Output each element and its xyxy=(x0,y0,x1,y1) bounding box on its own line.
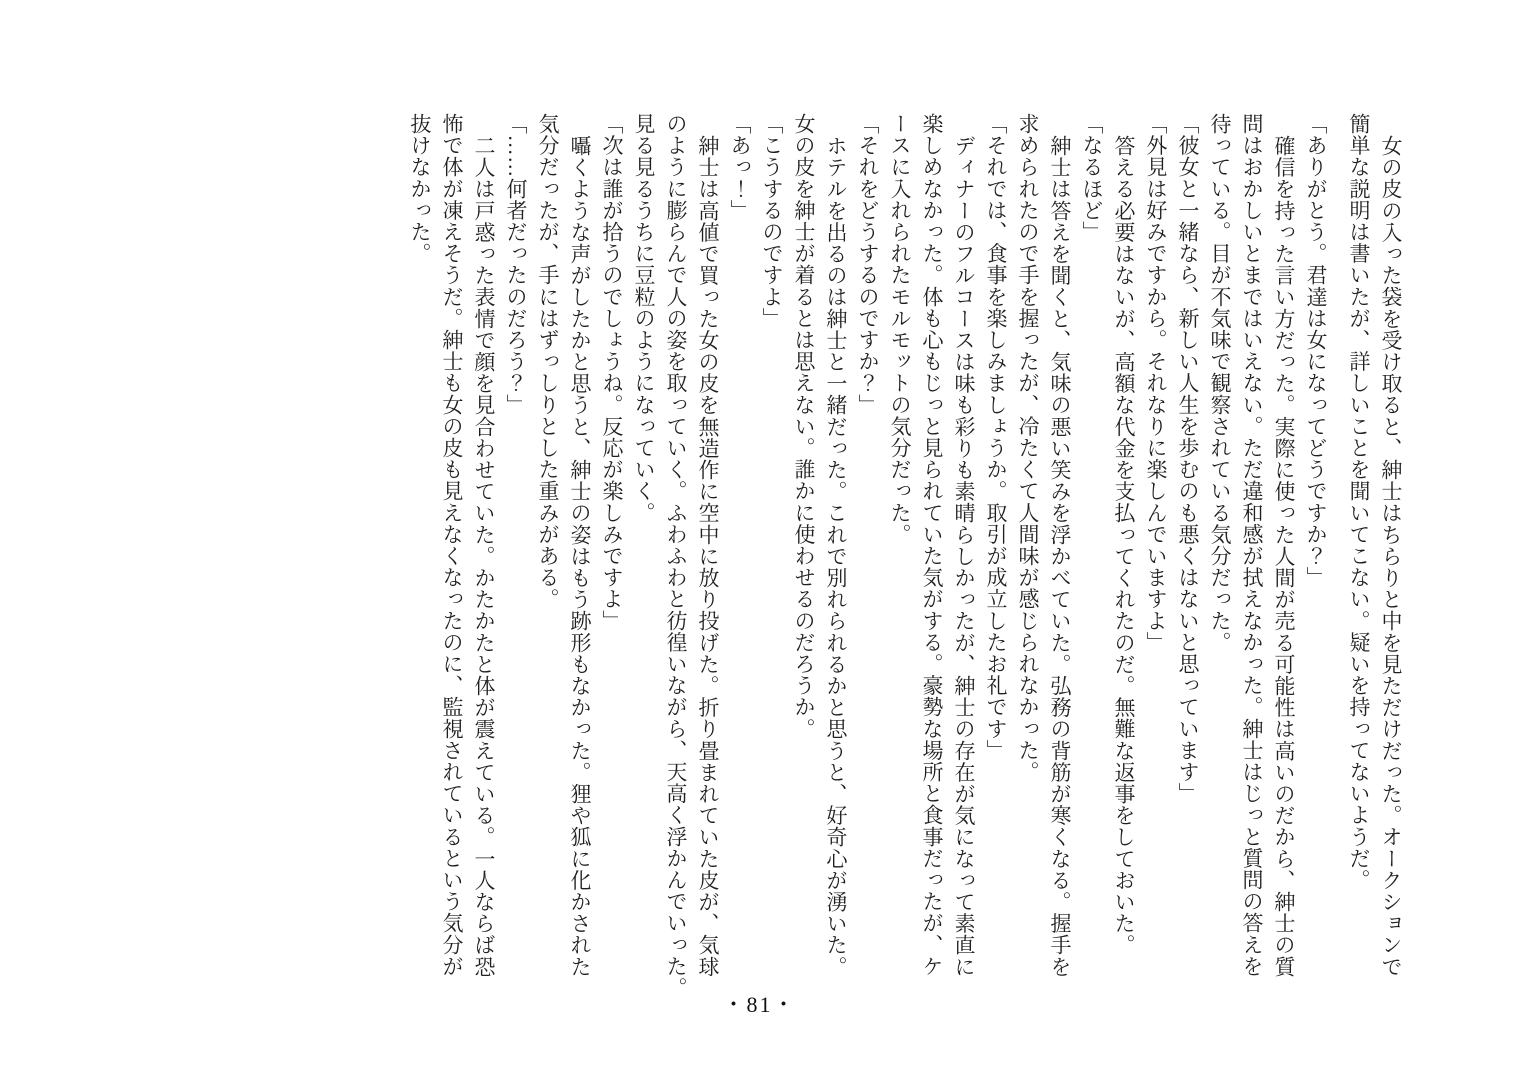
text-column: 「彼女と一緒なら、新しい人生を歩むのも悪くはないと思っています」 xyxy=(1176,113,1200,805)
text-column: 紳士は答えを聞くと、気味の悪い笑みを浮かべていた。弘務の背筋が寒くなる。握手を xyxy=(1048,134,1072,977)
text-column: 女の皮を紳士が着るとは思えない。誰かに使わせるのだろうか。 xyxy=(792,113,816,740)
page-number: ・81・ xyxy=(722,992,797,1017)
text-column: 「ありがとう。君達は女になってどうですか？」 xyxy=(1304,113,1328,589)
text-column: ホテルを出るのは紳士と一緒だった。これで別れられるかと思うと、好奇心が湧いた。 xyxy=(824,134,848,977)
text-columns xyxy=(404,113,1407,999)
text-column: 待っている。目が不気味で観察されている気分だった。 xyxy=(1208,113,1232,653)
text-column: ディナーのフルコースは味も彩りも素晴らしかったが、紳士の存在が気になって素直に xyxy=(952,134,976,977)
text-column: 「あっ！」 xyxy=(728,113,752,221)
text-column: 見る見るうちに豆粒のようになっていく。 xyxy=(632,113,656,524)
text-column: 「次は誰が拾うのでしょうね。反応が楽しみですよ」 xyxy=(600,113,624,632)
text-column: 簡単な説明は書いたが、詳しいことを聞いてこない。疑いを持ってないようだ。 xyxy=(1347,113,1371,891)
text-column: 「……何者だったのだろう？」 xyxy=(504,113,528,416)
text-column: 求められたので手を握ったが、冷たくて人間味が感じられなかった。 xyxy=(1016,113,1040,783)
text-column: 「それをどうするのですか？」 xyxy=(856,113,880,416)
text-column: 問はおかしいとまではいえない。ただ違和感が拭えなかった。紳士はじっと質問の答えを xyxy=(1240,113,1264,977)
text-column: 怖で体が凍えそうだ。紳士も女の皮も見えなくなったのに、監視されているという気分が xyxy=(440,113,464,977)
text-column: 「外見は好みですから。それなりに楽しんでいますよ」 xyxy=(1144,113,1168,653)
text-column: 「こうするのですよ」 xyxy=(760,113,784,329)
text-column: 囁くような声がしたかと思うと、紳士の姿はもう跡形もなかった。狸や狐に化かされた xyxy=(568,134,592,977)
text-column: 「なるほど」 xyxy=(1080,113,1104,243)
text-column: 確信を持った言い方だった。実際に使った人間が売る可能性は高いのだから、紳士の質 xyxy=(1272,134,1296,977)
text-column: 二人は戸惑った表情で顔を見合わせていた。かたかたと体が震えている。一人ならば恐 xyxy=(472,134,496,977)
text-column: 楽しめなかった。体も心もじっと見られていた気がする。豪勢な場所と食事だったが、ケ xyxy=(920,113,944,977)
text-column: 気分だったが、手にはずっしりとした重みがある。 xyxy=(536,113,560,610)
text-column: 答える必要はないが、高額な代金を支払ってくれたのだ。無難な返事をしておいた。 xyxy=(1112,134,1136,956)
text-column: 「それでは、食事を楽しみましょうか。取引が成立したお礼です」 xyxy=(984,113,1008,761)
text-column: のように膨らんで人の姿を取っていく。ふわふわと彷徨いながら、天高く浮かんでいった。 xyxy=(664,113,688,999)
text-column: ースに入れられたモルモットの気分だった。 xyxy=(888,113,912,545)
text-column: 紳士は高値で買った女の皮を無造作に空中に放り投げた。折り畳まれていた皮が、気球 xyxy=(696,134,720,977)
text-column: 女の皮の入った袋を受け取ると、紳士はちらりと中を見ただけだった。オークションで xyxy=(1379,134,1403,977)
text-column: 抜けなかった。 xyxy=(408,113,432,265)
